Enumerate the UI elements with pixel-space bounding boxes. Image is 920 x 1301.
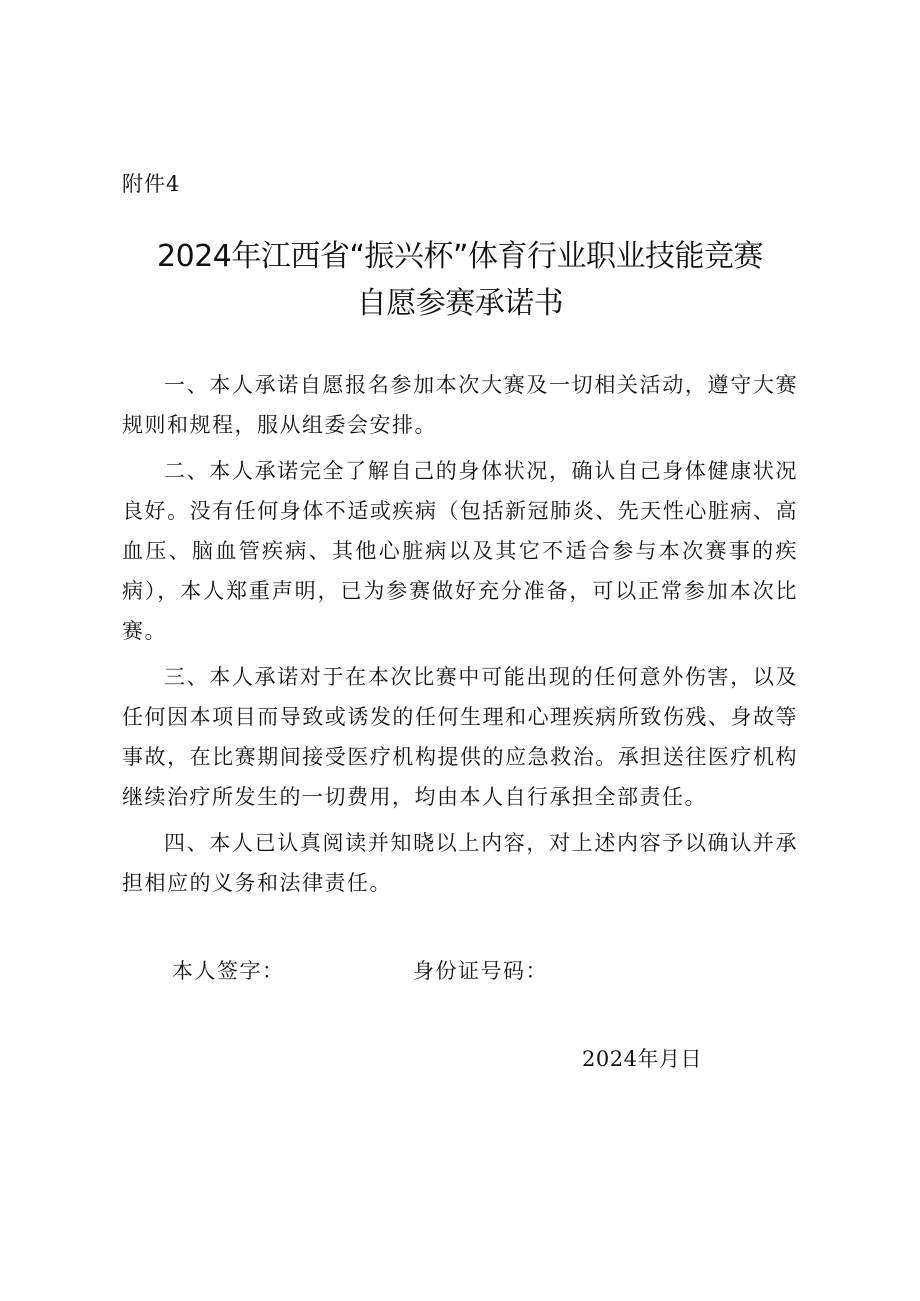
commitment-paragraph-1: 一、本人承诺自愿报名参加本次大赛及一切相关活动，遵守大赛规则和规程，服从组委会安排。	[122, 373, 798, 437]
commitment-paragraph-2: 二、本人承诺完全了解自己的身体状况，确认自己身体健康状况良好。没有任何身体不适或疾病（包括新冠肺炎、先天性心脏病、高血压、脑血管疾病、其他心脏病以及其它不适合参与本次赛事的疾病），本人郑重声明，已为参赛做好充分准备，可以正常参加本次比赛。	[122, 459, 798, 643]
signature-row	[172, 955, 772, 987]
commitment-paragraph-4: 四、本人已认真阅读并知晓以上内容，对上述内容予以确认并承担相应的义务和法律责任。	[122, 831, 798, 895]
document-title-line2: 自愿参赛承诺书	[356, 286, 564, 321]
signature-id-label: 身份证号码：	[413, 959, 548, 983]
signature-date: 2024年月日	[582, 1047, 702, 1071]
document-title-line1: 2024年江西省“振兴杯”体育行业职业技能竞赛	[157, 239, 763, 274]
commitment-body	[122, 365, 798, 909]
attachment-label: 附件4	[122, 172, 181, 196]
signature-name-label: 本人签字：	[172, 959, 285, 983]
commitment-paragraph-3: 三、本人承诺对于在本次比赛中可能出现的任何意外伤害，以及任何因本项目而导致或诱发的任何生理和心理疾病所致伤残、身故等事故，在比赛期间接受医疗机构提供的应急救治。承担送往医疗机构继续治疗所发生的一切费用，均由本人自行承担全部责任。	[122, 665, 798, 809]
